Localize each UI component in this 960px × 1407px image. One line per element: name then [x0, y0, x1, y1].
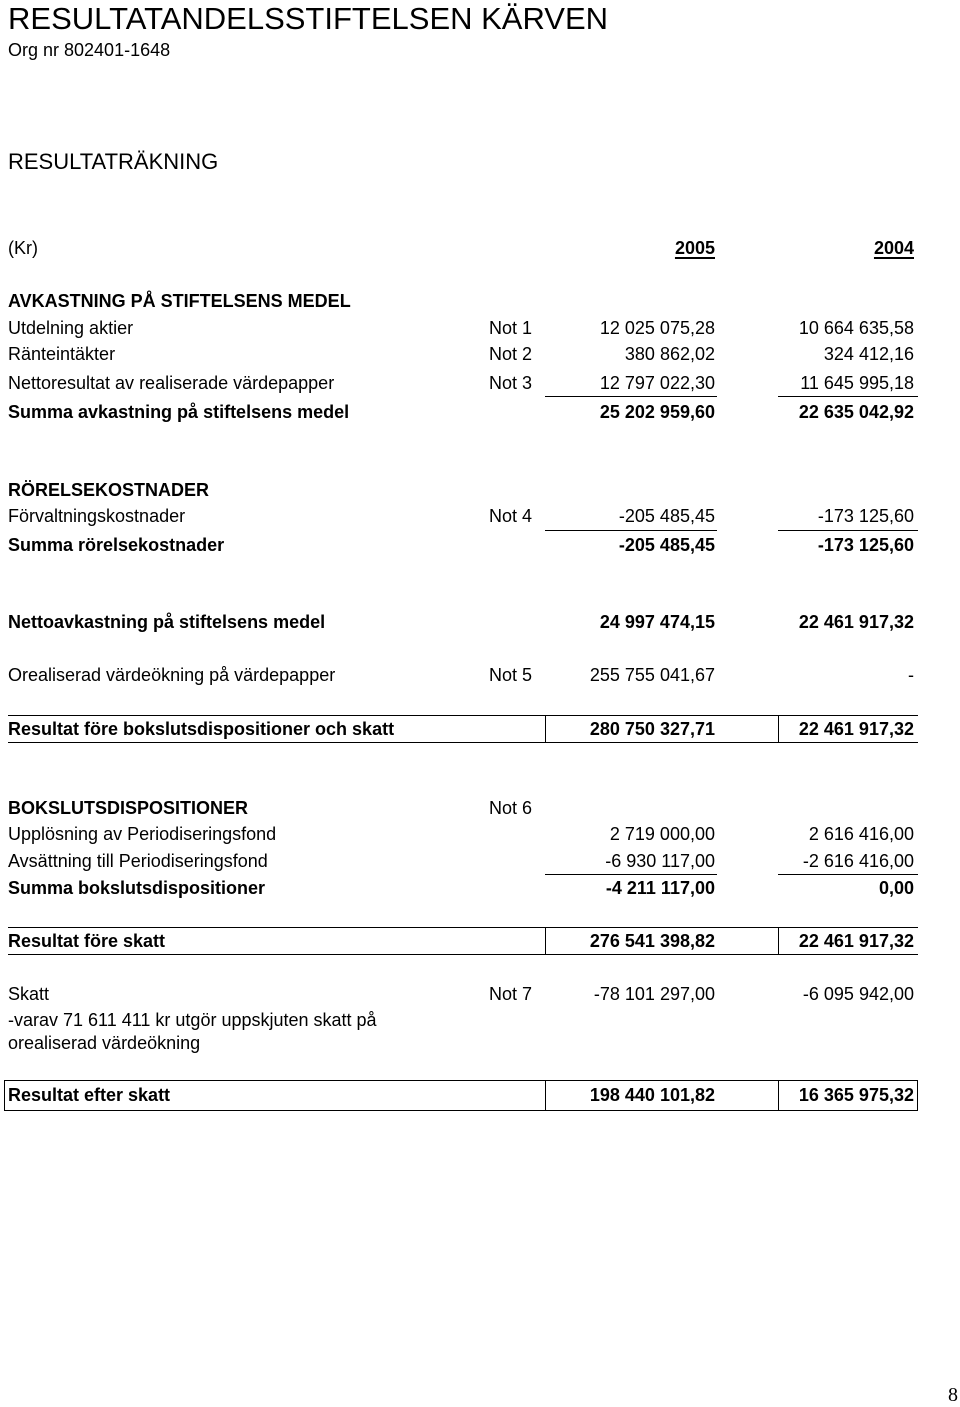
value-2004: 2 616 416,00 [808, 824, 914, 844]
summa-rorelse-row [8, 533, 918, 557]
value-2005: 25 202 959,60 [599, 402, 715, 422]
ranteintakter-row [8, 342, 918, 366]
value-2004: 16 365 975,32 [798, 1085, 914, 1105]
value-2004: 22 635 042,92 [798, 402, 914, 422]
value-2005: -78 101 297,00 [593, 984, 715, 1004]
value-2004: 10 664 635,58 [798, 318, 914, 338]
value-2005: 12 025 075,28 [599, 318, 715, 338]
avsattning-row [8, 849, 918, 873]
year-2004-header: 2004 [873, 238, 914, 258]
column-header-row [8, 236, 918, 260]
final-box-top [4, 1080, 918, 1081]
value-2005: 380 862,02 [624, 344, 715, 364]
utdelning-row [8, 316, 918, 340]
bokslut-heading-row [8, 796, 918, 820]
value-2005: -4 211 117,00 [605, 878, 715, 898]
final-box-left [4, 1080, 5, 1111]
row-label: AVKASTNING PÅ STIFTELSENS MEDEL [8, 291, 351, 311]
resultat-fore-bokslut-row [8, 717, 918, 741]
value-2004: -173 125,60 [817, 535, 914, 555]
document-title: RESULTATANDELSSTIFTELSEN KÄRVEN [8, 1, 609, 36]
value-2004: 22 461 917,32 [798, 719, 914, 739]
value-2005: 276 541 398,82 [589, 931, 715, 951]
value-2004: -2 616 416,00 [802, 851, 914, 871]
value-2004: 22 461 917,32 [798, 612, 914, 632]
value-2005: 24 997 474,15 [599, 612, 715, 632]
subtotal-rule-2005 [545, 396, 717, 397]
note-ref: Not 4 [489, 506, 533, 526]
value-2004: - [908, 665, 914, 685]
row-label: Summa avkastning på stiftelsens medel [8, 402, 350, 422]
row-label: Orealiserad värdeökning på värdepapper [8, 665, 336, 685]
value-2005: 280 750 327,71 [589, 719, 715, 739]
row-label: Resultat efter skatt [8, 1085, 171, 1105]
varav-note-line-2 [8, 1031, 918, 1055]
note-ref: Not 6 [489, 798, 533, 818]
note-ref: Not 7 [489, 984, 533, 1004]
nettoavkastning-row [8, 610, 918, 634]
value-2004: -6 095 942,00 [802, 984, 914, 1004]
result-box-bottom [8, 742, 918, 743]
unit-label: (Kr) [8, 238, 38, 258]
upplosning-row [8, 822, 918, 846]
row-label: Resultat före bokslutsdispositioner och skatt [8, 719, 395, 739]
note-ref: Not 3 [489, 373, 533, 393]
value-2004: 324 412,16 [823, 344, 914, 364]
row-label: Summa rörelsekostnader [8, 535, 225, 555]
summa-bokslut-row [8, 876, 918, 900]
subtotal-rule-2005 [545, 530, 717, 531]
row-label: orealiserad värdeökning [8, 1033, 201, 1053]
subtotal-rule-2004 [778, 874, 918, 875]
value-2005: -6 930 117,00 [605, 851, 715, 871]
row-label: Utdelning aktier [8, 318, 134, 338]
summa-avkastning-row [8, 400, 918, 424]
row-label: Resultat före skatt [8, 931, 166, 951]
page-number: 8 [948, 1384, 958, 1406]
result-box-top [8, 927, 918, 928]
final-box-bottom [4, 1110, 918, 1111]
value-2004: -173 125,60 [817, 506, 914, 526]
result-box-top [8, 715, 918, 716]
subtotal-rule-2004 [778, 530, 918, 531]
subtotal-rule-2005 [545, 874, 717, 875]
value-2004: 11 645 995,18 [800, 373, 914, 393]
varav-note-line-1 [8, 1008, 918, 1032]
row-label: -varav 71 611 411 kr utgör uppskjuten skatt på [8, 1010, 377, 1030]
nettoresultat-row [8, 371, 918, 395]
value-2005: -205 485,45 [618, 535, 715, 555]
org-number: Org nr 802401-1648 [8, 40, 171, 60]
value-2005: 2 719 000,00 [609, 824, 715, 844]
row-label: Avsättning till Periodiseringsfond [8, 851, 268, 871]
row-label: Förvaltningskostnader [8, 506, 186, 526]
row-label: Nettoresultat av realiserade värdepapper [8, 373, 335, 393]
row-label: BOKSLUTSDISPOSITIONER [8, 798, 249, 818]
value-2004: 22 461 917,32 [798, 931, 914, 951]
forvaltning-row [8, 504, 918, 528]
avkastning-heading-row [8, 289, 918, 313]
row-label: Skatt [8, 984, 50, 1004]
subtotal-rule-2004 [778, 396, 918, 397]
result-box-bottom [8, 954, 918, 955]
note-ref: Not 5 [489, 665, 533, 685]
note-ref: Not 1 [489, 318, 533, 338]
note-ref: Not 2 [489, 344, 533, 364]
value-2005: 255 755 041,67 [589, 665, 715, 685]
year-2005-header: 2005 [674, 238, 715, 258]
row-label: Upplösning av Periodiseringsfond [8, 824, 277, 844]
section-title: RESULTATRÄKNING [8, 149, 219, 174]
row-label: Ränteintäkter [8, 344, 116, 364]
value-2005: -205 485,45 [618, 506, 715, 526]
value-2004: 0,00 [878, 878, 914, 898]
resultat-fore-skatt-row [8, 929, 918, 953]
resultat-efter-skatt-row [8, 1083, 918, 1107]
value-2005: 12 797 022,30 [599, 373, 715, 393]
orealiserad-row [8, 663, 918, 687]
row-label: RÖRELSEKOSTNADER [8, 480, 210, 500]
row-label: Nettoavkastning på stiftelsens medel [8, 612, 326, 632]
skatt-row [8, 982, 918, 1006]
value-2005: 198 440 101,82 [589, 1085, 715, 1105]
rorelse-heading-row [8, 478, 918, 502]
row-label: Summa bokslutsdispositioner [8, 878, 266, 898]
